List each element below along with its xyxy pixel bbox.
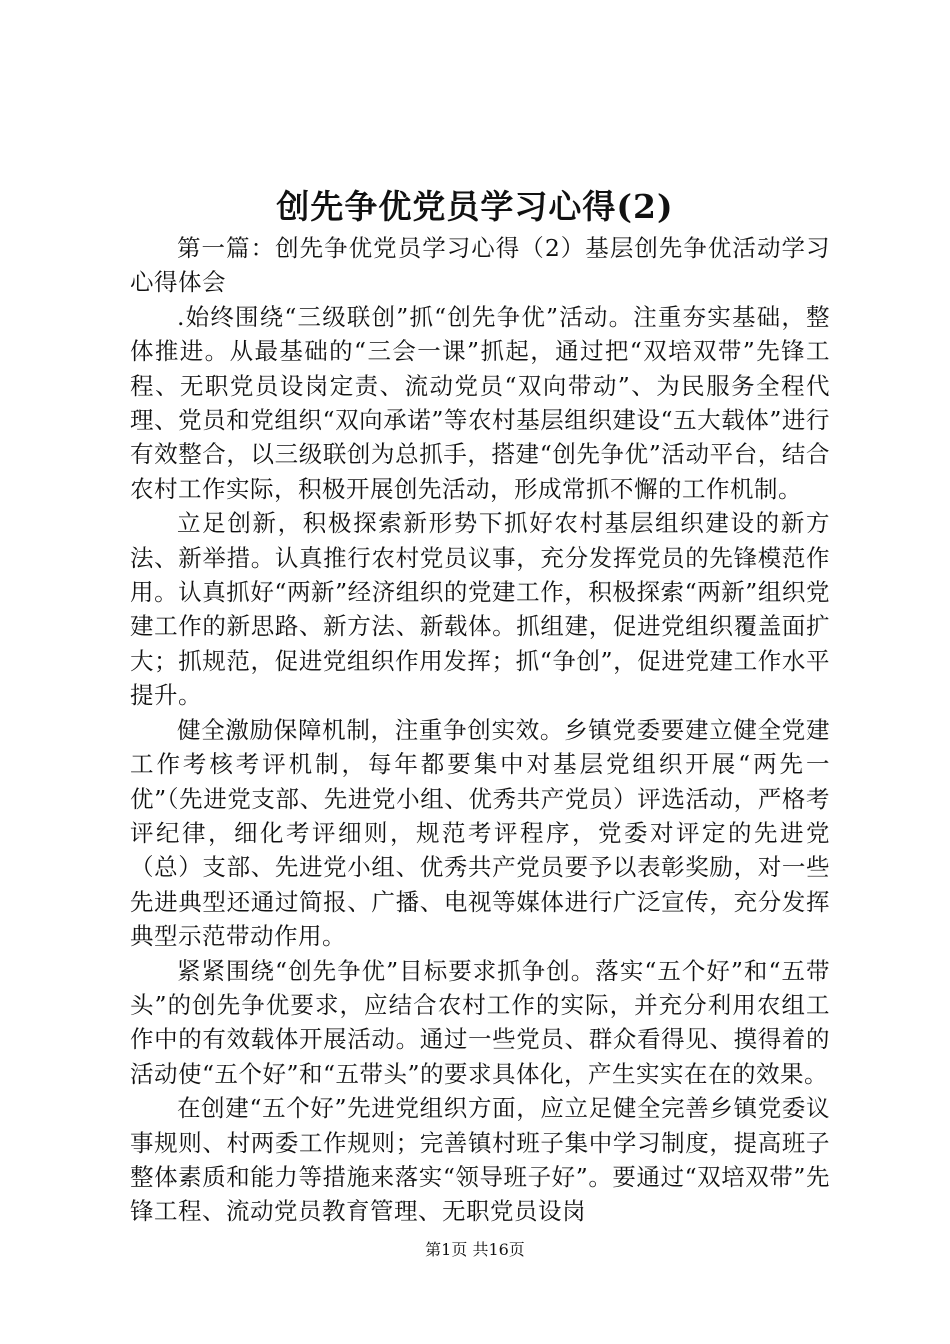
paragraph: 第一篇：创先争优党员学习心得（2）基层创先争优活动学习心得体会 bbox=[130, 234, 830, 297]
paragraph: 立足创新，积极探索新形势下抓好农村基层组织建设的新方法、新举措。认真推行农村党员议事，充分发挥党员的先锋模范作用。认真抓好“两新”经济组织的党建工作，积极探索“两新”组织党建工作的新思路、新方法、新载体。抓组建，促进党组织覆盖面扩大；抓规范，促进党组织作用发挥；抓“争创”，促进党建工作水平提升。 bbox=[130, 509, 830, 710]
paragraph: 紧紧围绕“创先争优”目标要求抓争创。落实“五个好”和“五带头”的创先争优要求，应结合农村工作的实际，并充分利用农组工作中的有效载体开展活动。通过一些党员、群众看得见、摸得着的活动使“五个好”和“五带头”的要求具体化，产生实实在在的效果。 bbox=[130, 956, 830, 1088]
paragraph: .始终围绕“三级联创”抓“创先争优”活动。注重夯实基础，整体推进。从最基础的“三会一课”抓起，通过把“双培双带”先锋工程、无职党员设岗定责、流动党员“双向带动”、为民服务全程代理、党员和党组织“双向承诺”等农村基层组织建设“五大载体”进行有效整合，以三级联创为总抓手，搭建“创先争优”活动平台，结合农村工作实际，积极开展创先活动，形成常抓不懈的工作机制。 bbox=[130, 302, 830, 503]
page-number-footer: 第1页 共16页 bbox=[425, 1240, 525, 1259]
paragraph: 健全激励保障机制，注重争创实效。乡镇党委要建立健全党建工作考核考评机制，每年都要集中对基层党组织开展“两先一优”（先进党支部、先进党小组、优秀共产党员）评选活动，严格考评纪律，细化考评细则，规范考评程序，党委对评定的先进党（总）支部、先进党小组、优秀共产党员要予以表彰奖励，对一些先进典型还通过简报、广播、电视等媒体进行广泛宣传，充分发挥典型示范带动作用。 bbox=[130, 715, 830, 951]
document-title: 创先争优党员学习心得(2) bbox=[276, 187, 674, 226]
document-body bbox=[130, 231, 830, 1229]
paragraph: 在创建“五个好”先进党组织方面，应立足健全完善乡镇党委议事规则、村两委工作规则；完善镇村班子集中学习制度，提高班子整体素质和能力等措施来落实“领导班子好”。要通过“双培双带”先锋工程、流动党员教育管理、无职党员设岗 bbox=[130, 1094, 830, 1226]
